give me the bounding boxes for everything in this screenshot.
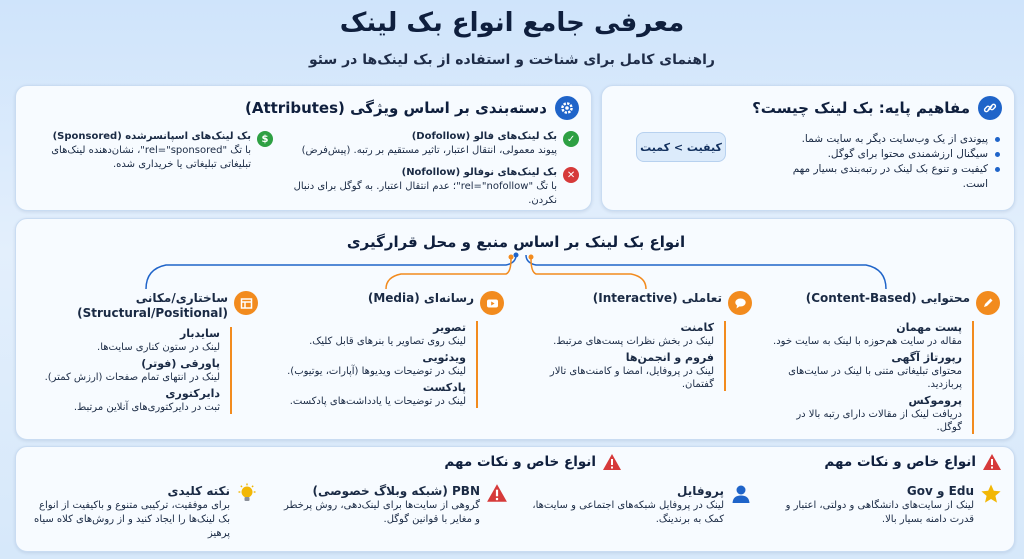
item-title: تصویر — [433, 321, 466, 334]
column-header — [522, 291, 752, 315]
column-content-based — [770, 291, 1000, 437]
special-card — [15, 446, 1015, 552]
special-heading-text: انواع خاص و نکات مهم — [444, 454, 596, 470]
list-item — [522, 321, 714, 348]
item-desc: لینک در توضیحات ویدیوها (آپارات، یوتیوب). — [287, 366, 466, 377]
column-structural — [28, 291, 258, 417]
special-item-pbn — [278, 483, 508, 527]
item-desc: لینک روی تصاویر یا بنرهای قابل کلیک. — [309, 336, 466, 347]
item-title: فروم و انجمن‌ها — [625, 351, 714, 364]
special-heading-text: انواع خاص و نکات مهم — [824, 454, 976, 470]
types-card — [15, 218, 1015, 440]
types-title: انواع بک لینک بر اساس منبع و محل قرارگیری — [346, 233, 686, 251]
warning-icon — [486, 483, 508, 503]
column-header — [770, 291, 1000, 315]
warning-icon — [602, 453, 622, 471]
basics-card — [601, 85, 1015, 211]
cross-icon: ✕ — [563, 167, 579, 183]
item-desc: لینک در پروفایل شبکه‌های اجتماعی و سایت‌ها، کمک به برندینگ. — [532, 500, 724, 525]
list-item — [274, 321, 466, 348]
column-header — [274, 291, 504, 315]
star-icon — [980, 483, 1002, 505]
item-desc: لینک در انتهای تمام صفحات (ارزش کمتر). — [44, 372, 220, 383]
sponsored-desc: با تگ "rel="sponsored"، نشان‌دهنده لینک‌های تبلیغاتی تبلیغاتی یا خریداری شده. — [51, 145, 251, 170]
special-item-profile — [532, 483, 752, 527]
list-item — [522, 351, 714, 391]
column-media — [274, 291, 504, 411]
attributes-card — [15, 85, 592, 211]
nofollow-desc: با تگ "rel="nofollow"؛ عدم انتقال اعتبار. به گوگل برای دنبال نکردن. — [293, 181, 557, 206]
user-icon — [730, 483, 752, 505]
item-desc: گروهی از سایت‌ها برای لینک‌دهی، روش پرخطر و مغایر با قوانین گوگل. — [283, 500, 480, 525]
item-desc: لینک در بخش نظرات پست‌های مرتبط. — [553, 336, 714, 347]
page-subtitle: راهنمای کامل برای شناخت و استفاده از بک لینک‌ها در سئو — [308, 52, 715, 68]
basics-title: مفاهیم پایه: بک لینک چیست؟ — [752, 99, 970, 117]
item-desc: دریافت لینک از مقالات دارای رتبه بالا در گوگل. — [796, 409, 962, 433]
item-desc: ثبت در دایرکتوری‌های آنلاین مرتبط. — [73, 402, 220, 413]
list-item: سیگنال ارزشمندی محتوا برای گوگل. — [780, 147, 1000, 162]
list-item — [274, 351, 466, 378]
column-header — [28, 291, 258, 321]
item-desc: برای موفقیت، ترکیبی متنوع و باکیفیت از انواع بک لینک‌ها را ایجاد کنید و از روش‌های کلاه سیاه پرهیز — [34, 500, 230, 539]
dofollow-item — [279, 130, 579, 158]
play-icon — [480, 291, 504, 315]
sponsored-title: بک لینک‌های اسپانسرشده (Sponsored) — [52, 131, 251, 142]
nofollow-item — [279, 166, 579, 208]
item-title: کامنت — [680, 321, 714, 334]
attributes-title: دسته‌بندی بر اساس ویژگی (Attributes) — [245, 99, 547, 117]
item-title: رپورتاژ آگهی — [891, 351, 962, 364]
special-heading-right — [824, 453, 1002, 471]
item-title: نکته کلیدی — [167, 484, 230, 498]
basics-header — [752, 96, 1002, 120]
item-desc: محتوای تبلیغاتی متنی با لینک در سایت‌های پربازدید. — [788, 366, 962, 390]
list-item — [28, 327, 220, 354]
item-desc: لینک در ستون کناری سایت‌ها. — [97, 342, 220, 353]
dofollow-title: بک لینک‌های فالو (Dofollow) — [411, 131, 557, 142]
column-items — [522, 321, 726, 391]
layout-icon — [234, 291, 258, 315]
page-title: معرفی جامع انواع بک لینک — [339, 8, 685, 38]
column-interactive — [522, 291, 752, 394]
special-item-key-tip — [26, 483, 258, 541]
nofollow-title: بک لینک‌های نوفالو (Nofollow) — [401, 167, 557, 178]
gear-icon — [555, 96, 579, 120]
list-item — [770, 321, 962, 348]
list-item — [28, 387, 220, 414]
column-items — [274, 321, 478, 408]
item-title: سایدبار — [179, 327, 220, 340]
warning-icon — [982, 453, 1002, 471]
lightbulb-icon — [236, 483, 258, 505]
item-desc: مقاله در سایت هم‌حوزه با لینک به سایت خود. — [773, 336, 962, 347]
list-item: کیفیت و تنوع بک لینک در رتبه‌بندی بسیار مهم است. — [780, 162, 1000, 192]
link-icon — [978, 96, 1002, 120]
attributes-header — [245, 96, 579, 120]
list-item — [274, 381, 466, 408]
item-title: پروفایل — [676, 484, 724, 498]
column-title: تعاملی (Interactive) — [592, 291, 722, 305]
quality-pill: کیفیت > کمیت — [636, 132, 726, 162]
column-items — [770, 321, 974, 434]
chat-icon — [728, 291, 752, 315]
list-item: پیوندی از یک وب‌سایت دیگر به سایت شما. — [780, 132, 1000, 147]
item-desc: لینک در توضیحات یا یادداشت‌های پادکست. — [289, 396, 466, 407]
item-desc: لینک در پروفایل، امضا و کامنت‌های تالار گفتمان. — [549, 366, 714, 390]
column-title: ساختاری/مکانی (Structural/Positional) — [77, 291, 228, 320]
item-title: دایرکتوری — [165, 387, 220, 400]
list-item — [770, 394, 962, 434]
dofollow-desc: پیوند معمولی، انتقال اعتبار، تاثیر مستقیم بر رتبه. (پیش‌فرض) — [301, 145, 557, 156]
item-title: Edu و Gov — [906, 484, 974, 498]
item-title: پادکست — [422, 381, 466, 394]
item-title: ویدئویی — [422, 351, 466, 364]
column-title: رسانه‌ای (Media) — [367, 291, 474, 305]
dollar-icon: $ — [257, 131, 273, 147]
list-item — [28, 357, 220, 384]
item-title: پاورقی (فوتر) — [141, 357, 220, 370]
item-title: پست مهمان — [896, 321, 962, 334]
item-title: پروموکس — [908, 394, 962, 407]
special-item-edu-gov — [782, 483, 1002, 527]
check-icon: ✓ — [563, 131, 579, 147]
sponsored-item — [23, 130, 273, 172]
column-title: محتوایی (Content-Based) — [805, 291, 970, 305]
special-heading-center — [444, 453, 622, 471]
item-desc: لینک از سایت‌های دانشگاهی و دولتی، اعتبار و قدرت دامنه بسیار بالا. — [785, 500, 974, 525]
pencil-icon — [976, 291, 1000, 315]
column-items — [28, 327, 232, 414]
item-title: PBN (شبکه وبلاگ خصوصی) — [312, 484, 480, 498]
basics-list — [780, 132, 1000, 192]
list-item — [770, 351, 962, 391]
